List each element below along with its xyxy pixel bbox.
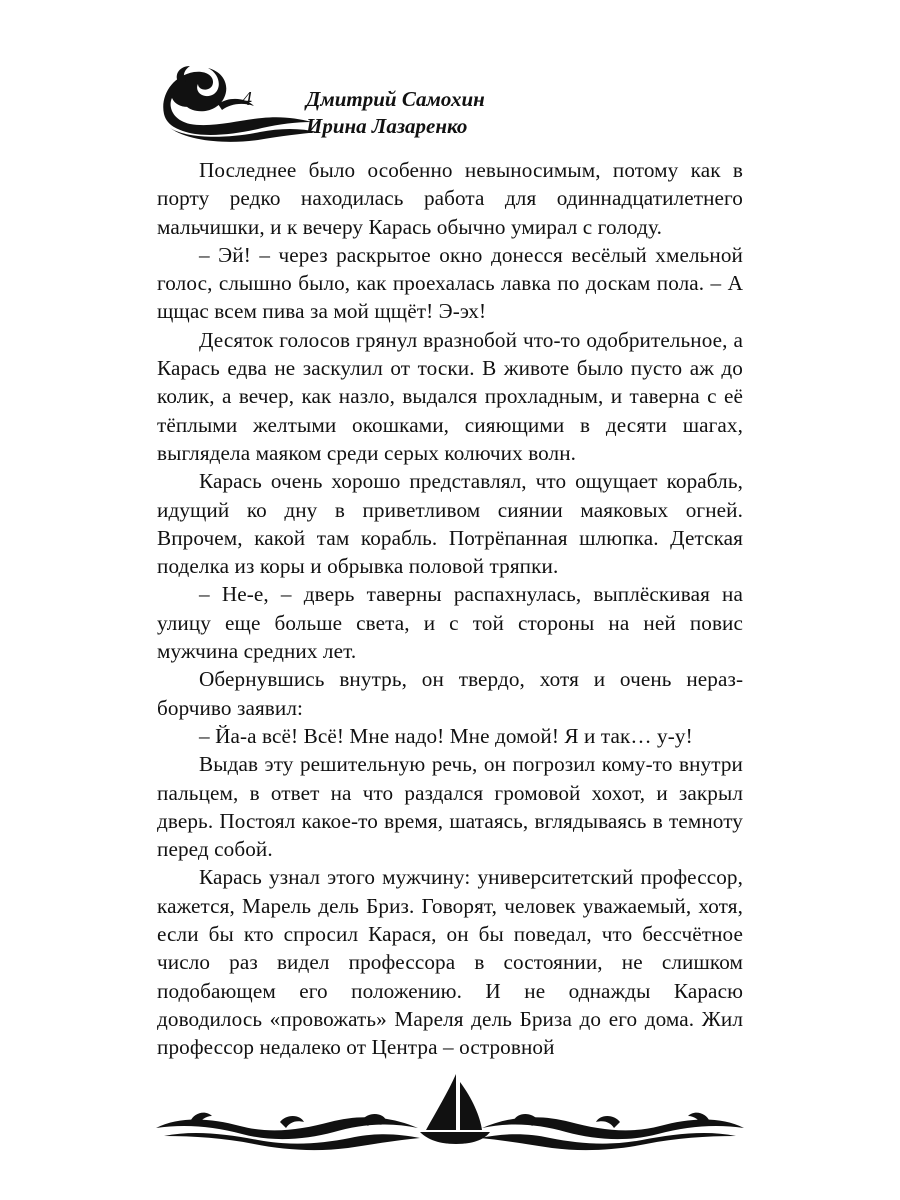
- paragraph: Последнее было особенно невыносимым, потому как в порту редко находилась работа для одиннадцатилетнего мальчишки, и к вечеру Карась обычно умирал с голоду.: [157, 158, 743, 239]
- paragraph: Карась очень хорошо представлял, что ощущает корабль, идущий ко дну в приветливом сиянии маяковых огней. Впрочем, какой там корабль. Потрёпанная шлюпка. Детская поделка из коры и обрывка половой тряпки.: [157, 469, 743, 579]
- authors: [306, 86, 485, 140]
- author-name: Дмитрий Самохин: [306, 87, 485, 111]
- footer-ornament: [150, 1072, 750, 1152]
- paragraph: Выдав эту решительную речь, он погрозил кому-то внутри пальцем, в ответ на что раздался громовой хохот, и закрыл дверь. Постоял какое-то время, шатаясь, вглядываясь в темноту перед собой.: [157, 752, 743, 862]
- page-number: 4: [242, 88, 252, 110]
- paragraph: – Не-е, – дверь таверны распахнулась, выплёскивая на улицу еще больше света, и с той стороны на ней повис мужчина средних лет.: [157, 582, 743, 664]
- sailboat-icon: [150, 1072, 750, 1152]
- author-name: Ирина Лазаренко: [306, 114, 468, 138]
- paragraph: – Йа-а всё! Всё! Мне надо! Мне домой! Я и так… у-у!: [199, 723, 693, 748]
- paragraph: Десяток голосов грянул вразнобой что-то одобрительное, а Карась едва не заскулил от тоски. В животе было пусто аж до колик, а вечер, как назло, выдался прохладным, и таверна с её тёплыми желтыми окошками, сияющими в десяти шагах, выглядела маяком среди серых колючих волн.: [157, 327, 743, 465]
- wave-icon: [150, 62, 320, 142]
- running-header: [150, 62, 750, 142]
- paragraph: Карась узнал этого мужчину: университетский профессор, кажется, Марель дель Бриз. Говорят, человек уважаемый, хотя, если бы кто спросил Карася, он бы поведал, что бессчётное число раз видел профессора в состоянии, не слишком подобающем его положению. И не однажды Карасю доводилось «провожать» Мареля дель Бриза до его дома. Жил профессор недалеко от Центра – островной: [157, 865, 743, 1060]
- paragraph: Обернувшись внутрь, он твердо, хотя и очень неразборчиво заявил:: [157, 667, 743, 720]
- body-text: [157, 156, 743, 1062]
- paragraph: – Эй! – через раскрытое окно донесся весёлый хмельной голос, слышно было, как проехалась лавка по доскам пола. – А щщас всем пива за мой щщёт! Э-эх!: [157, 242, 743, 324]
